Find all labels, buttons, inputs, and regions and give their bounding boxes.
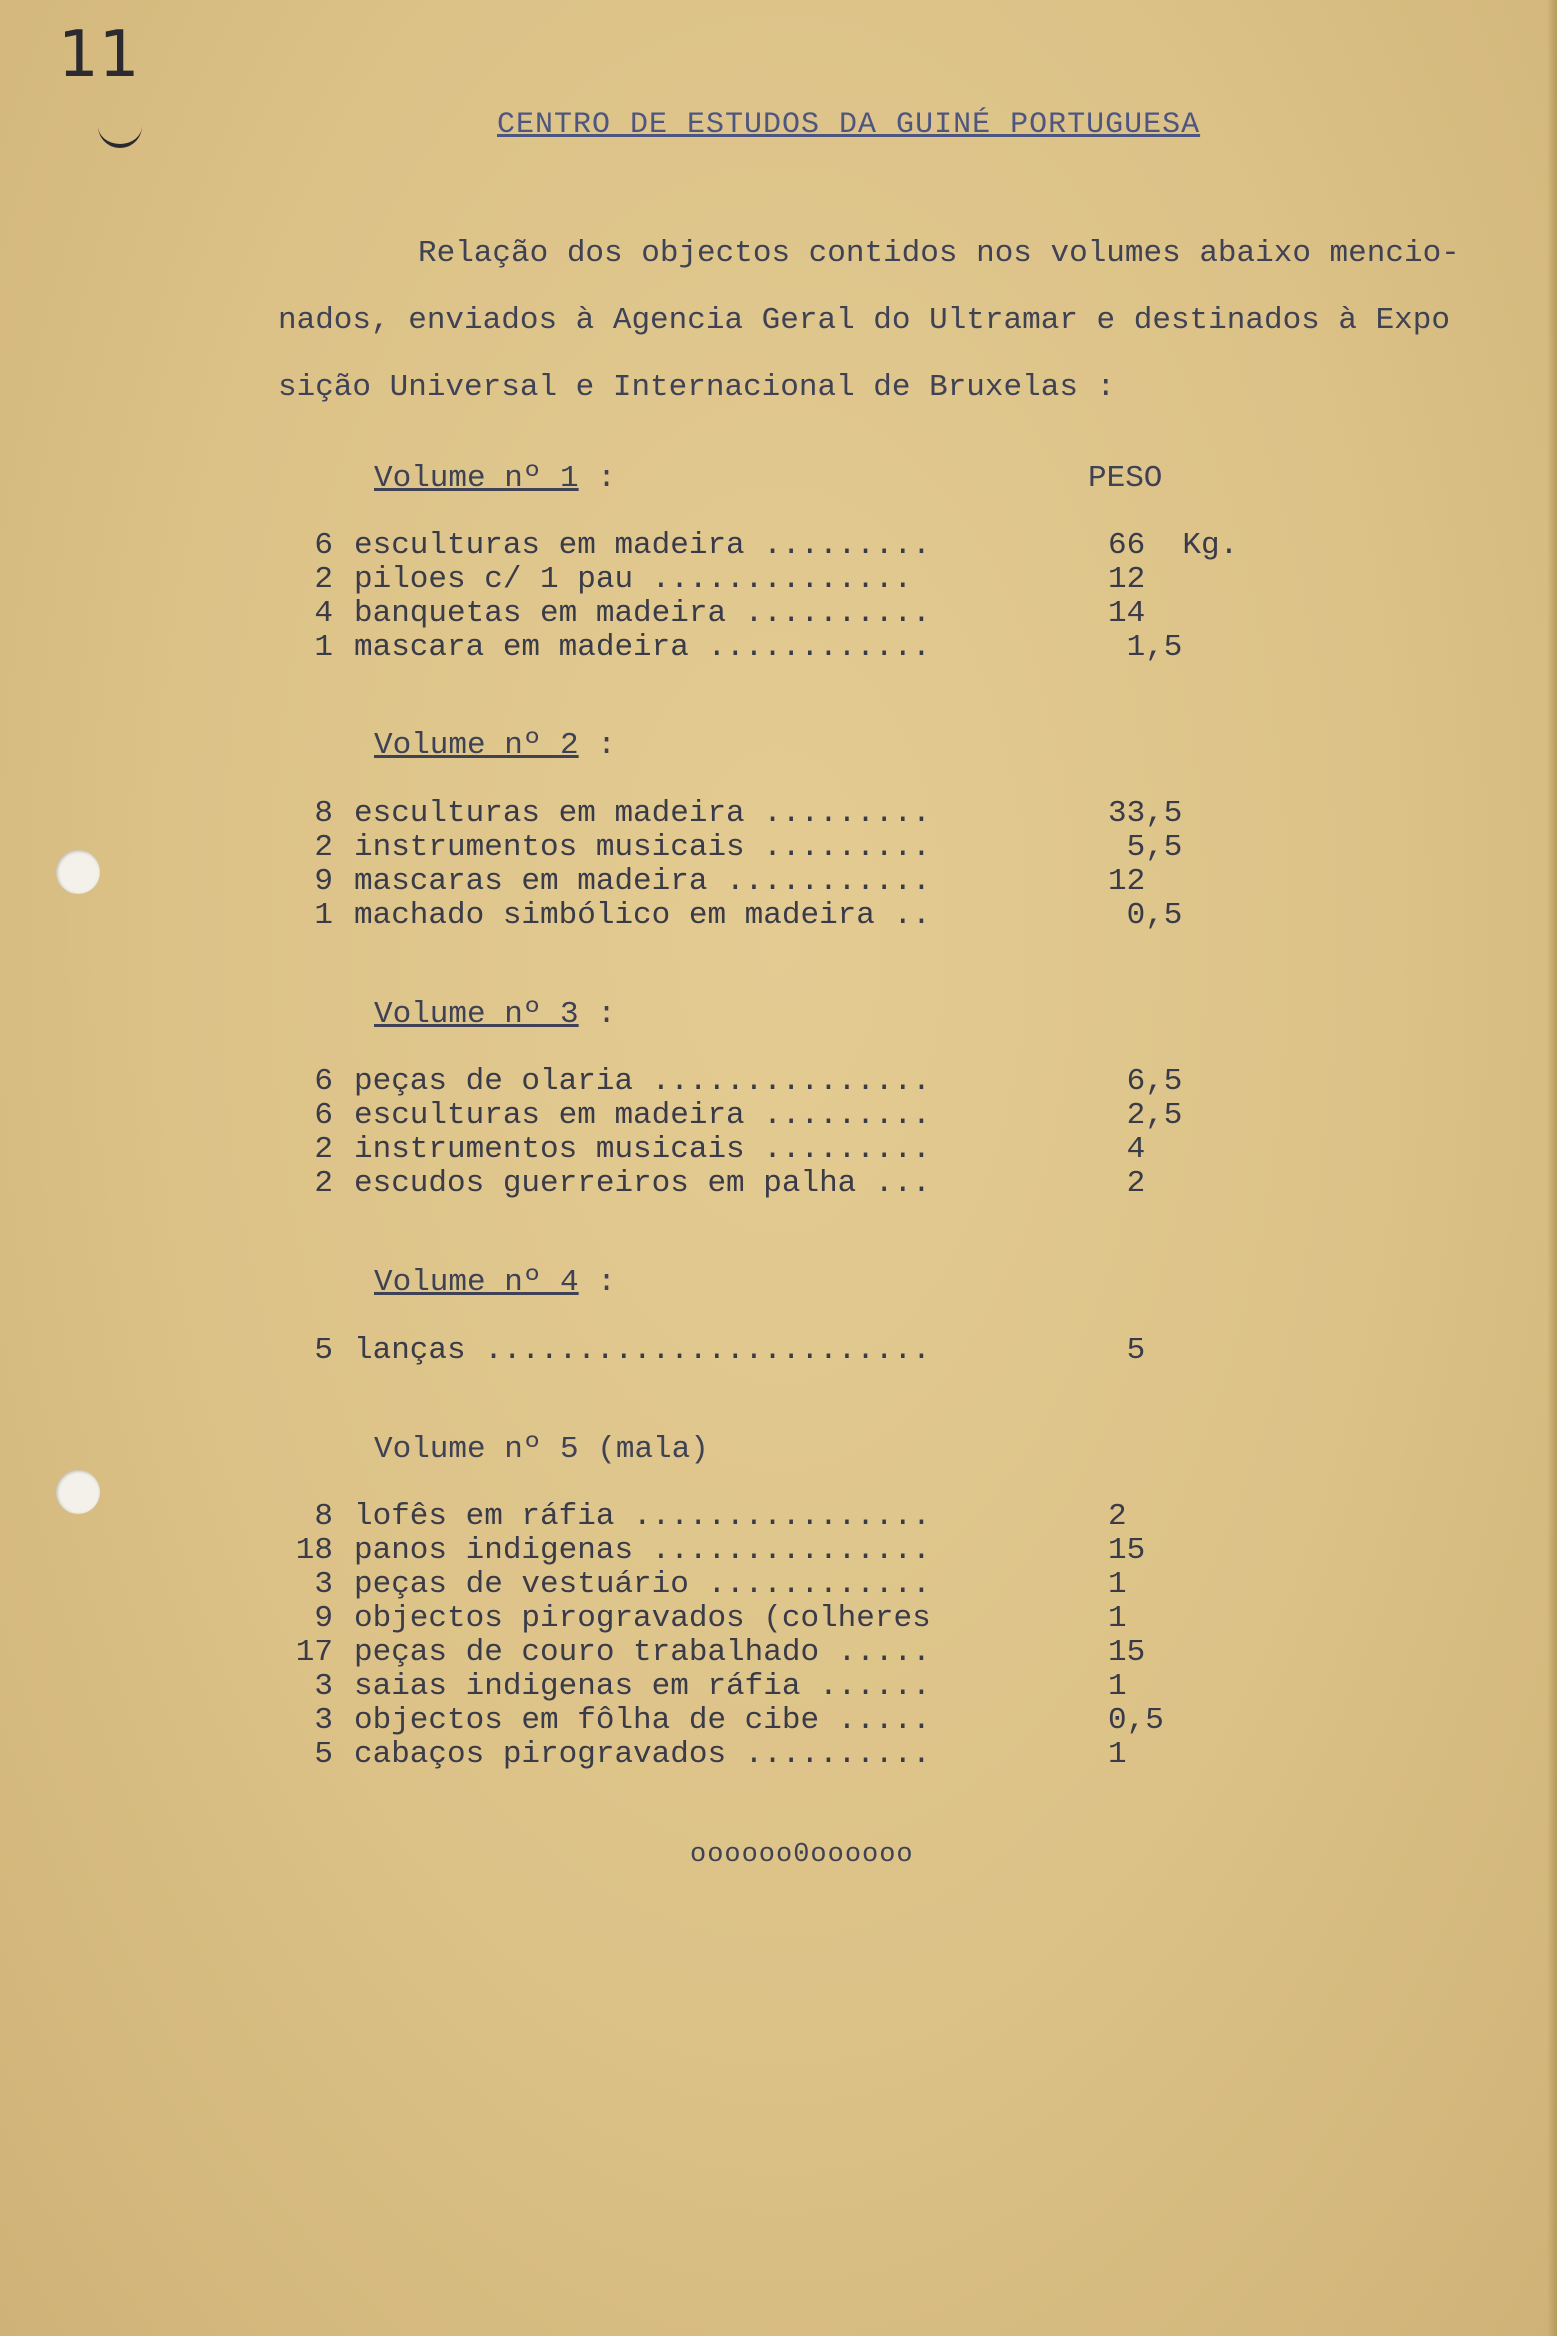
item-row	[0, 864, 1557, 898]
item-quantity: 2	[314, 830, 333, 865]
item-row	[0, 596, 1557, 630]
item-weight: 6,5	[1108, 1064, 1183, 1099]
item-row	[0, 1567, 1557, 1601]
item-row	[0, 1333, 1557, 1367]
item-row	[0, 528, 1557, 562]
item-description: lofês em ráfia ................	[354, 1499, 931, 1534]
item-description: machado simbólico em madeira ..	[354, 898, 931, 933]
item-weight: 12	[1108, 562, 1146, 597]
item-quantity: 4	[314, 596, 333, 631]
item-weight: 15	[1108, 1635, 1146, 1670]
item-description: peças de couro trabalhado .....	[354, 1635, 931, 1670]
volume-heading	[374, 1432, 709, 1467]
item-weight: 4	[1108, 1132, 1146, 1167]
item-quantity: 8	[314, 1499, 333, 1534]
volume-heading	[374, 461, 616, 496]
volume-heading-suffix: :	[578, 997, 616, 1032]
item-weight: 33,5	[1108, 796, 1183, 831]
item-row	[0, 796, 1557, 830]
volume-heading	[374, 728, 616, 763]
item-description: mascara em madeira ............	[354, 630, 931, 665]
item-weight: 0,5	[1108, 1703, 1164, 1738]
item-quantity: 6	[314, 1098, 333, 1133]
item-quantity: 9	[314, 864, 333, 899]
document-title: CENTRO DE ESTUDOS DA GUINÉ PORTUGUESA	[497, 108, 1201, 142]
item-row	[0, 1166, 1557, 1200]
item-quantity: 3	[314, 1567, 333, 1602]
item-row	[0, 562, 1557, 596]
handwritten-mark: 11	[58, 18, 140, 92]
intro-line: nados, enviados à Agencia Geral do Ultramar e destinados à Expo	[278, 303, 1450, 338]
item-row	[0, 1635, 1557, 1669]
volume-heading-suffix: :	[578, 1265, 616, 1300]
item-row	[0, 1533, 1557, 1567]
end-mark: oooooo0oooooo	[690, 1840, 914, 1870]
item-description: objectos em fôlha de cibe .....	[354, 1703, 931, 1738]
volume-heading-label: Volume nº 5 (mala)	[374, 1432, 709, 1467]
item-quantity: 1	[314, 630, 333, 665]
item-weight: 15	[1108, 1533, 1146, 1568]
item-weight: 0,5	[1108, 898, 1183, 933]
item-row	[0, 1703, 1557, 1737]
item-quantity: 5	[314, 1333, 333, 1368]
volume-heading-label: Volume nº 3	[374, 997, 579, 1032]
item-description: esculturas em madeira .........	[354, 796, 931, 831]
item-description: esculturas em madeira .........	[354, 1098, 931, 1133]
item-weight: 2	[1108, 1166, 1146, 1201]
weight-column-header: PESO	[1088, 461, 1163, 496]
item-row	[0, 898, 1557, 932]
item-description: lanças ........................	[354, 1333, 931, 1368]
item-quantity: 2	[314, 562, 333, 597]
item-quantity: 6	[314, 1064, 333, 1099]
item-row	[0, 1499, 1557, 1533]
item-weight: 14	[1108, 596, 1146, 631]
item-quantity: 3	[314, 1669, 333, 1704]
item-description: esculturas em madeira .........	[354, 528, 931, 563]
item-weight: 66 Kg.	[1108, 528, 1239, 563]
volume-heading-label: Volume nº 1	[374, 461, 579, 496]
intro-paragraph	[278, 220, 1518, 421]
intro-line: Relação dos objectos contidos nos volumes abaixo mencio-	[418, 236, 1460, 271]
item-row	[0, 1601, 1557, 1635]
item-weight: 12	[1108, 864, 1146, 899]
item-quantity: 8	[314, 796, 333, 831]
volume-heading-label: Volume nº 4	[374, 1265, 579, 1300]
item-row	[0, 1737, 1557, 1771]
item-quantity: 2	[314, 1166, 333, 1201]
item-description: peças de vestuário ............	[354, 1567, 931, 1602]
item-description: saias indigenas em ráfia ......	[354, 1669, 931, 1704]
item-description: peças de olaria ...............	[354, 1064, 931, 1099]
item-quantity: 18	[295, 1533, 333, 1568]
item-row	[0, 630, 1557, 664]
item-quantity: 5	[314, 1737, 333, 1772]
item-quantity: 6	[314, 528, 333, 563]
item-quantity: 1	[314, 898, 333, 933]
item-row	[0, 1669, 1557, 1703]
item-row	[0, 1132, 1557, 1166]
item-description: piloes c/ 1 pau ..............	[354, 562, 913, 597]
item-quantity: 3	[314, 1703, 333, 1738]
item-weight: 5,5	[1108, 830, 1183, 865]
item-description: banquetas em madeira ..........	[354, 596, 931, 631]
item-row	[0, 1098, 1557, 1132]
item-weight: 2,5	[1108, 1098, 1183, 1133]
volume-heading-suffix: :	[578, 728, 616, 763]
handwritten-curve	[98, 118, 142, 148]
item-description: panos indigenas ...............	[354, 1533, 931, 1568]
item-description: cabaços pirogravados ..........	[354, 1737, 931, 1772]
intro-line: sição Universal e Internacional de Bruxelas :	[278, 370, 1116, 405]
volume-heading-suffix: :	[578, 461, 616, 496]
item-weight: 1	[1108, 1737, 1127, 1772]
item-weight: 1,5	[1108, 630, 1183, 665]
item-quantity: 2	[314, 1132, 333, 1167]
item-weight: 1	[1108, 1567, 1127, 1602]
item-row	[0, 1064, 1557, 1098]
item-quantity: 17	[295, 1635, 333, 1670]
item-row	[0, 830, 1557, 864]
volume-heading-label: Volume nº 2	[374, 728, 579, 763]
item-description: instrumentos musicais .........	[354, 830, 931, 865]
item-description: instrumentos musicais .........	[354, 1132, 931, 1167]
item-weight: 1	[1108, 1601, 1127, 1636]
item-description: escudos guerreiros em palha ...	[354, 1166, 931, 1201]
item-weight: 2	[1108, 1499, 1127, 1534]
item-quantity: 9	[314, 1601, 333, 1636]
item-description: objectos pirogravados (colheres	[354, 1601, 931, 1636]
item-weight: 5	[1108, 1333, 1146, 1368]
volume-heading	[374, 997, 616, 1032]
item-weight: 1	[1108, 1669, 1127, 1704]
item-description: mascaras em madeira ...........	[354, 864, 931, 899]
volume-heading	[374, 1265, 616, 1300]
